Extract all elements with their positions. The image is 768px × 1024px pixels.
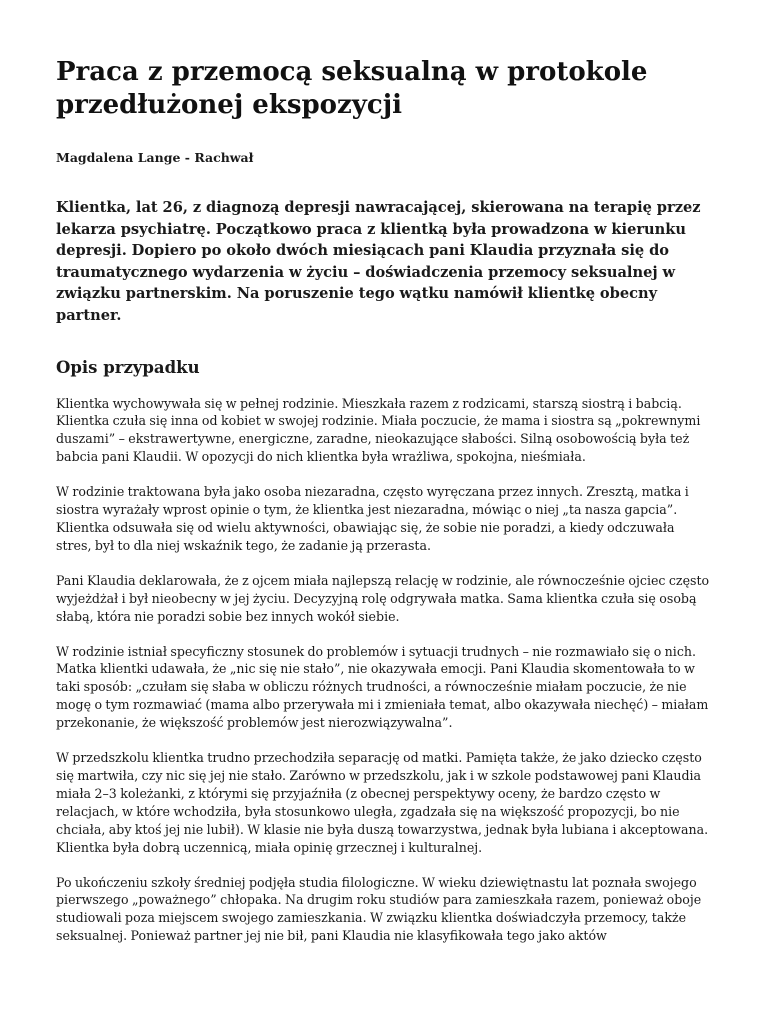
body-paragraph: W przedszkolu klientka trudno przechodziła separację od matki. Pamięta także, że jako dziecko często się martwiła, czy nic się jej nie stało. Zarówno w przedszkolu, jak i w szkole podstawowej pani Klaudia miała 2–3 koleżanki, z którymi się przyjaźniła (z obecnej perspektywy oceny, że bardzo często w relacjach, w które wchodziła, była stosunkowo uległa, zgadzała się na większość propozycji, bo nie chciała, aby ktoś jej nie lubił). W klasie nie była duszą towarzystwa, jednak była lubiana i akceptowana. Klientka była dobrą uczennicą, miała opinię grzecznej i kulturalnej.	[56, 750, 709, 855]
body-paragraph: W rodzinie istniał specyficzny stosunek do problemów i sytuacji trudnych – nie rozmawiało się o nich. Matka klientki udawała, że „nic się nie stało”, nie okazywała emocji. Pani Klaudia skomentowała to w taki sposób: „czułam się słaba w obliczu różnych trudności, a równocześnie miałam poczucie, że nie mogę o tym rozmawiać (mama albo przerywała mi i zmieniała temat, albo okazywała niechęć) – miałam przekonanie, że większość problemów jest nierozwiązywalna”.	[56, 643, 709, 731]
section-heading: Opis przypadku	[56, 357, 200, 377]
document-page	[56, 56, 712, 945]
body-paragraph: Klientka wychowywała się w pełnej rodzinie. Mieszkała razem z rodzicami, starszą siostrą i babcią. Klientka czuła się inna od kobiet w swojej rodzinie. Miała poczucie, że mama i siostra są „pokrewnymi duszami” – ekstrawertywne, energiczne, zaradne, nieokazujące słabości. Silną osobowością była też babcia pani Klaudii. W opozycji do nich klientka była wrażliwa, spokojna, nieśmiała.	[56, 395, 701, 465]
lead-paragraph: Klientka, lat 26, z diagnozą depresji nawracającej, skierowana na terapię przez lekarza psychiatrę. Początkowo praca z klientką była prowadzona w kierunku depresji. Dopiero po około dwóch miesiącach pani Klaudia przyznała się do traumatycznego wydarzenia w życiu – doświadczenia przemocy seksualnej w związku partnerskim. Na poruszenie tego wątku namówił klientkę obecny partner.	[56, 199, 701, 324]
body-paragraph: W rodzinie traktowana była jako osoba niezaradna, często wyręczana przez innych. Zresztą, matka i siostra wyrażały wprost opinie o tym, że klientka jest niezaradna, mówiąc o niej „ta nasza gapcia”. Klientka odsuwała się od wielu aktywności, obawiając się, że sobie nie poradzi, a kiedy odczuwała stres, był to dla niej wskaźnik tego, że zadanie ją przerasta.	[56, 484, 689, 553]
author-name: Magdalena Lange - Rachwał	[56, 150, 254, 165]
document-title: Praca z przemocą seksualną w protokole przedłużonej ekspozycji	[56, 57, 648, 120]
body-paragraph: Pani Klaudia deklarowała, że z ojcem miała najlepszą relację w rodzinie, ale równocześnie ojciec często wyjeżdżał i był nieobecny w jej życiu. Decyzyjną rolę odgrywała matka. Sama klientka czuła się osobą słabą, która nie poradzi sobie bez innych wokół siebie.	[56, 572, 710, 624]
body-paragraph: Po ukończeniu szkoły średniej podjęła studia filologiczne. W wieku dziewiętnastu lat poznała swojego pierwszego „poważnego” chłopaka. Na drugim roku studiów para zamieszkała razem, ponieważ oboje studiowali poza miejscem swojego zamieszkania. W związku klientka doświadczyła przemocy, także seksualnej. Ponieważ partner jej nie bił, pani Klaudia nie klasyfikowała tego jako aktów	[56, 874, 702, 944]
